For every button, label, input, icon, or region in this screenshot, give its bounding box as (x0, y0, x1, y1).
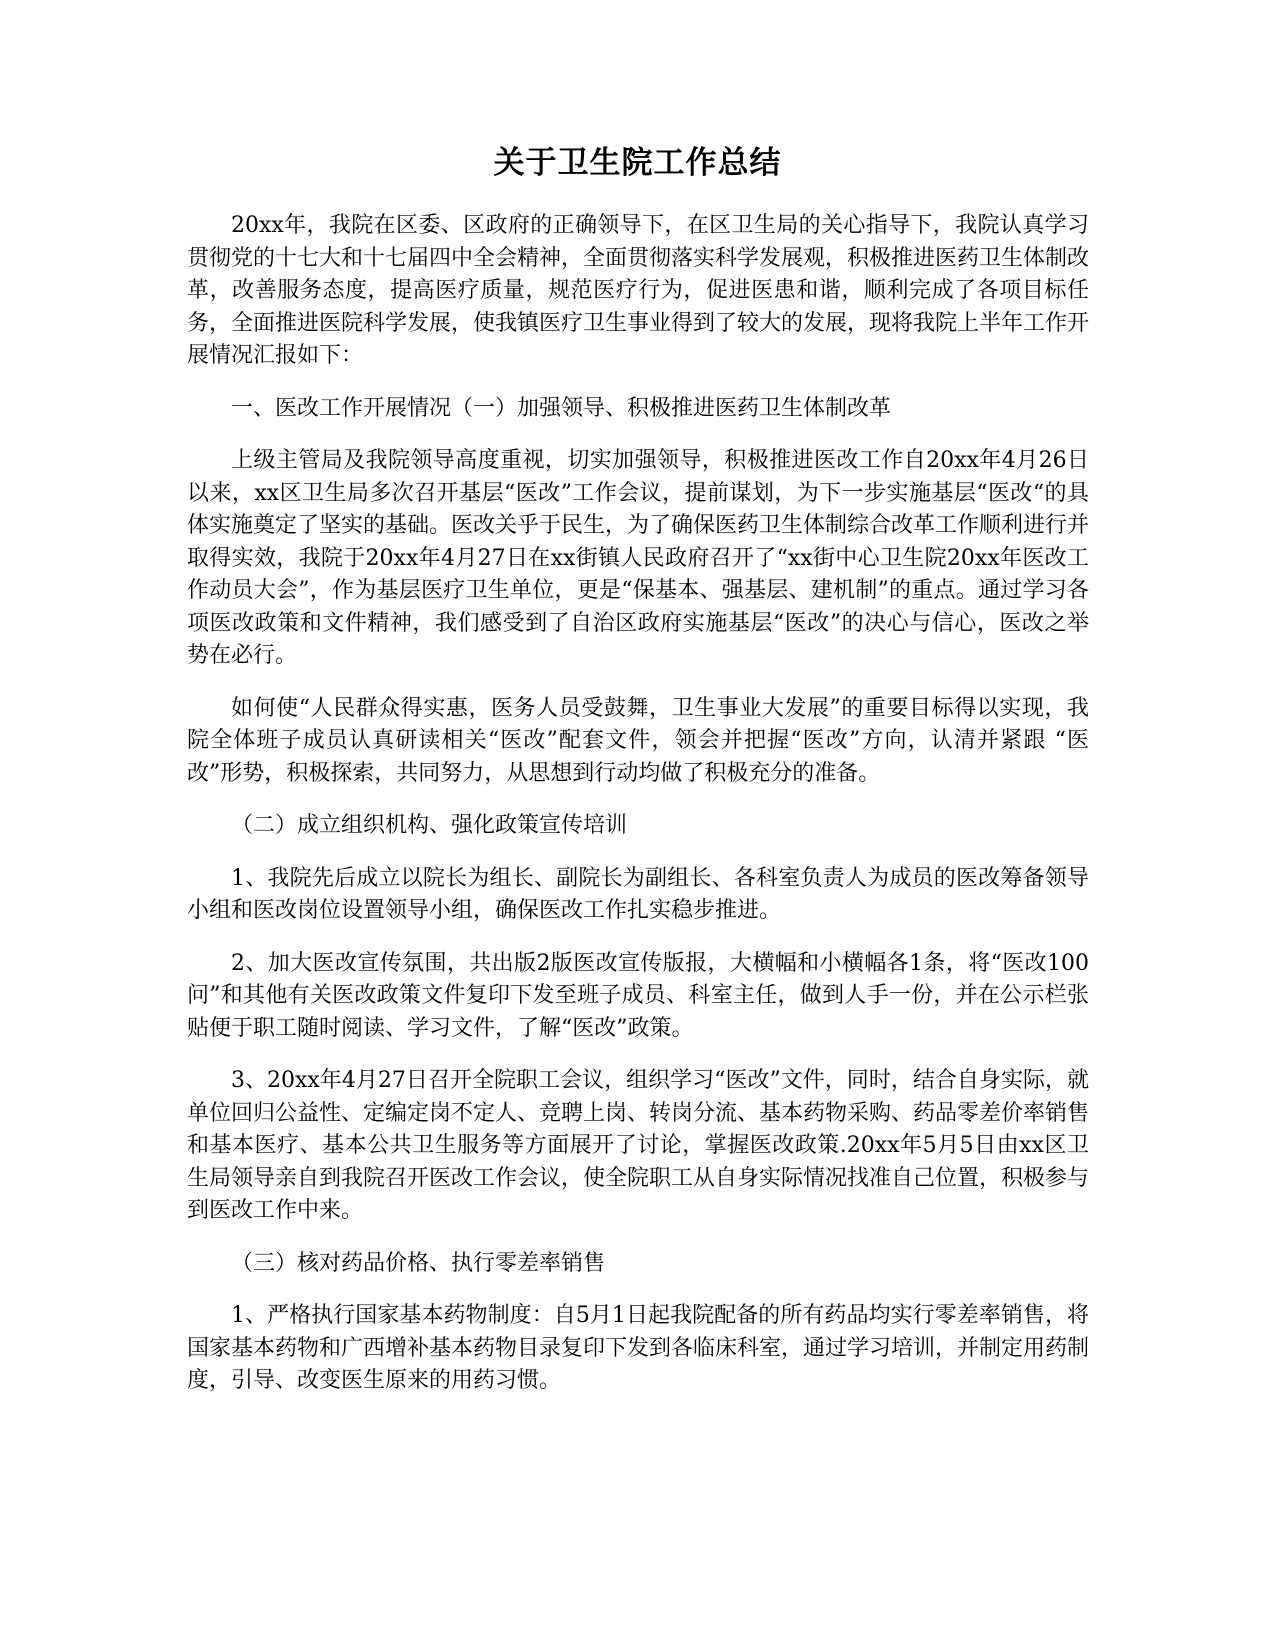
section-heading-1: 一、医改工作开展情况（一）加强领导、积极推进医药卫生体制改革 (231, 395, 892, 421)
paragraph-goals: 如何使“人民群众得实惠，医务人员受鼓舞，卫生事业大发展”的重要目标得以实现，我院全体班子成员认真研读相关“医改”配套文件，领会并把握“医改”方向，认清并紧跟 “医改”形势，积极探索，共同努力，从思想到行动均做了积极充分的准备。 (187, 695, 1089, 786)
document-body (187, 210, 1089, 1418)
document-title: 关于卫生院工作总结 (493, 145, 782, 181)
intro-paragraph: 20xx年，我院在区委、区政府的正确领导下，在区卫生局的关心指导下，我院认真学习贯彻党的十七大和十七届四中全会精神，全面贯彻落实科学发展观，积极推进医药卫生体制改革，改善服务态度，提高医疗质量，规范医疗行为，促进医患和谐，顺利完成了各项目标任务，全面推进医院科学发展，使我镇医疗卫生事业得到了较大的发展，现将我院上半年工作开展情况汇报如下： (187, 213, 1090, 368)
paragraph-item-2: 2、加大医改宣传氛围，共出版2版医改宣传版报，大横幅和小横幅各1条，将“医改100问”和其他有关医改政策文件复印下发至班子成员、科室主任，做到人手一份，并在公示栏张贴便于职工随时阅读、学习文件，了解“医改”政策。 (187, 950, 1089, 1041)
paragraph-drug-item-1: 1、严格执行国家基本药物制度：自5月1日起我院配备的所有药品均实行零差率销售，将国家基本药物和广西增补基本药物目录复印下发到各临床科室，通过学习培训，并制定用药制度，引导、改变医生原来的用药习惯。 (187, 1303, 1090, 1393)
paragraph-item-1: 1、我院先后成立以院长为组长、副院长为副组长、各科室负责人为成员的医改筹备领导小组和医改岗位设置领导小组，确保医改工作扎实稳步推进。 (187, 865, 1089, 923)
subsection-heading-3: （三）核对药品价格、执行零差率销售 (231, 1250, 606, 1276)
subsection-heading-2: （二）成立组织机构、强化政策宣传培训 (231, 813, 628, 838)
paragraph-leadership: 上级主管局及我院领导高度重视，切实加强领导，积极推进医改工作自20xx年4月26日以来，xx区卫生局多次召开基层“医改”工作会议，提前谋划，为下一步实施基层“医改“的具体实施奠定了坚实的基础。医改关乎于民生，为了确保医药卫生体制综合改革工作顺利进行并取得实效，我院于20xx年4月27日在xx街镇人民政府召开了“xx街中心卫生院20xx年医改工作动员大会”，作为基层医疗卫生单位，更是“保基本、强基层、建机制”的重点。通过学习各项医改政策和文件精神，我们感受到了自治区政府实施基层“医改”的决心与信心，医改之举势在必行。 (187, 448, 1090, 668)
paragraph-item-3: 3、20xx年4月27日召开全院职工会议，组织学习“医改”文件，同时，结合自身实际，就单位回归公益性、定编定岗不定人、竞聘上岗、转岗分流、基本药物采购、药品零差价率销售和基本医疗、基本公共卫生服务等方面展开了讨论，掌握医改政策.20xx年5月5日由xx区卫生局领导亲自到我院召开医改工作会议，使全院职工从自身实际情况找准自己位置，积极参与到医改工作中来。 (187, 1068, 1090, 1223)
